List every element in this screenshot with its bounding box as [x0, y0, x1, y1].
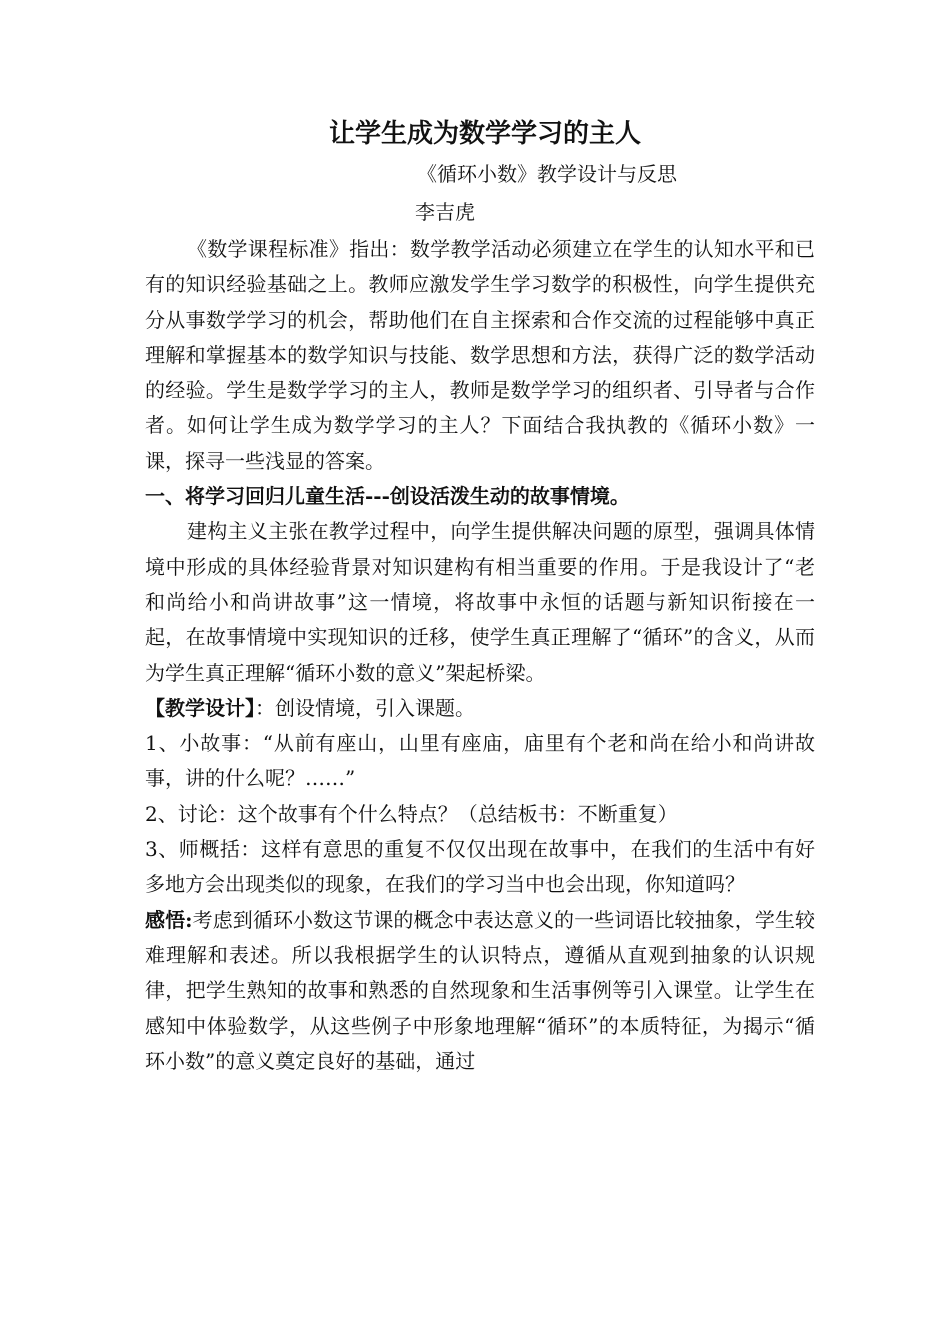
design-label: 【教学设计】 — [145, 695, 255, 720]
design-text: ：创设情境，引入课题。 — [255, 695, 475, 720]
reflection-label: 感悟: — [145, 907, 193, 932]
document-title: 让学生成为数学学习的主人 — [328, 119, 641, 149]
list-item: 1、小故事：“从前有座山，山里有座庙，庙里有个老和尚在给小和尚讲故事，讲的什么呢？……” — [145, 731, 815, 791]
section-body-paragraph: 建构主义主张在教学过程中，向学生提供解决问题的原型，强调具体情境中形成的具体经验背景对知识建构有相当重要的作用。于是我设计了“老和尚给小和尚讲故事”这一情境，将故事中永恒的话题与新知识衔接在一起，在故事情境中实现知识的迁移，使学生真正理解了“循环”的含义，从而为学生真正理解“循环小数的意义”架起桥梁。 — [145, 519, 815, 685]
design-line — [145, 691, 815, 726]
reflection-paragraph — [145, 903, 815, 1079]
section-heading: 一、将学习回归儿童生活---创设活泼生动的故事情境。 — [145, 484, 630, 509]
document-author: 李吉虎 — [415, 200, 475, 224]
document-subtitle: 《循环小数》教学设计与反思 — [417, 162, 677, 186]
list-item: 2、讨论：这个故事有个什么特点？（总结板书：不断重复） — [145, 801, 678, 826]
reflection-text: 考虑到循环小数这节课的概念中表达意义的一些词语比较抽象，学生较难理解和表述。所以我根据学生的认识特点，遵循从直观到抽象的认识规律，把学生熟知的故事和熟悉的自然现象和生活事例等引入课堂。让学生在感知中体验数学，从这些例子中形象地理解“循环”的本质特征，为揭示“循环小数”的意义奠定良好的基础，通过 — [145, 907, 815, 1073]
document-page — [145, 112, 815, 1079]
intro-paragraph: 《数学课程标准》指出：数学教学活动必须建立在学生的认知水平和已有的知识经验基础之上。教师应激发学生学习数学的积极性，向学生提供充分从事数学学习的机会，帮助他们在自主探索和合作交流的过程能够中真正理解和掌握基本的数学知识与技能、数学思想和方法，获得广泛的数学活动的经验。学生是数学学习的主人，教师是数学学习的组织者、引导者与合作者。如何让学生成为数学学习的主人？下面结合我执教的《循环小数》一课，探寻一些浅显的答案。 — [145, 237, 815, 473]
list-item: 3、师概括：这样有意思的重复不仅仅出现在故事中，在我们的生活中有好多地方会出现类似的现象，在我们的学习当中也会出现，你知道吗？ — [145, 837, 815, 897]
